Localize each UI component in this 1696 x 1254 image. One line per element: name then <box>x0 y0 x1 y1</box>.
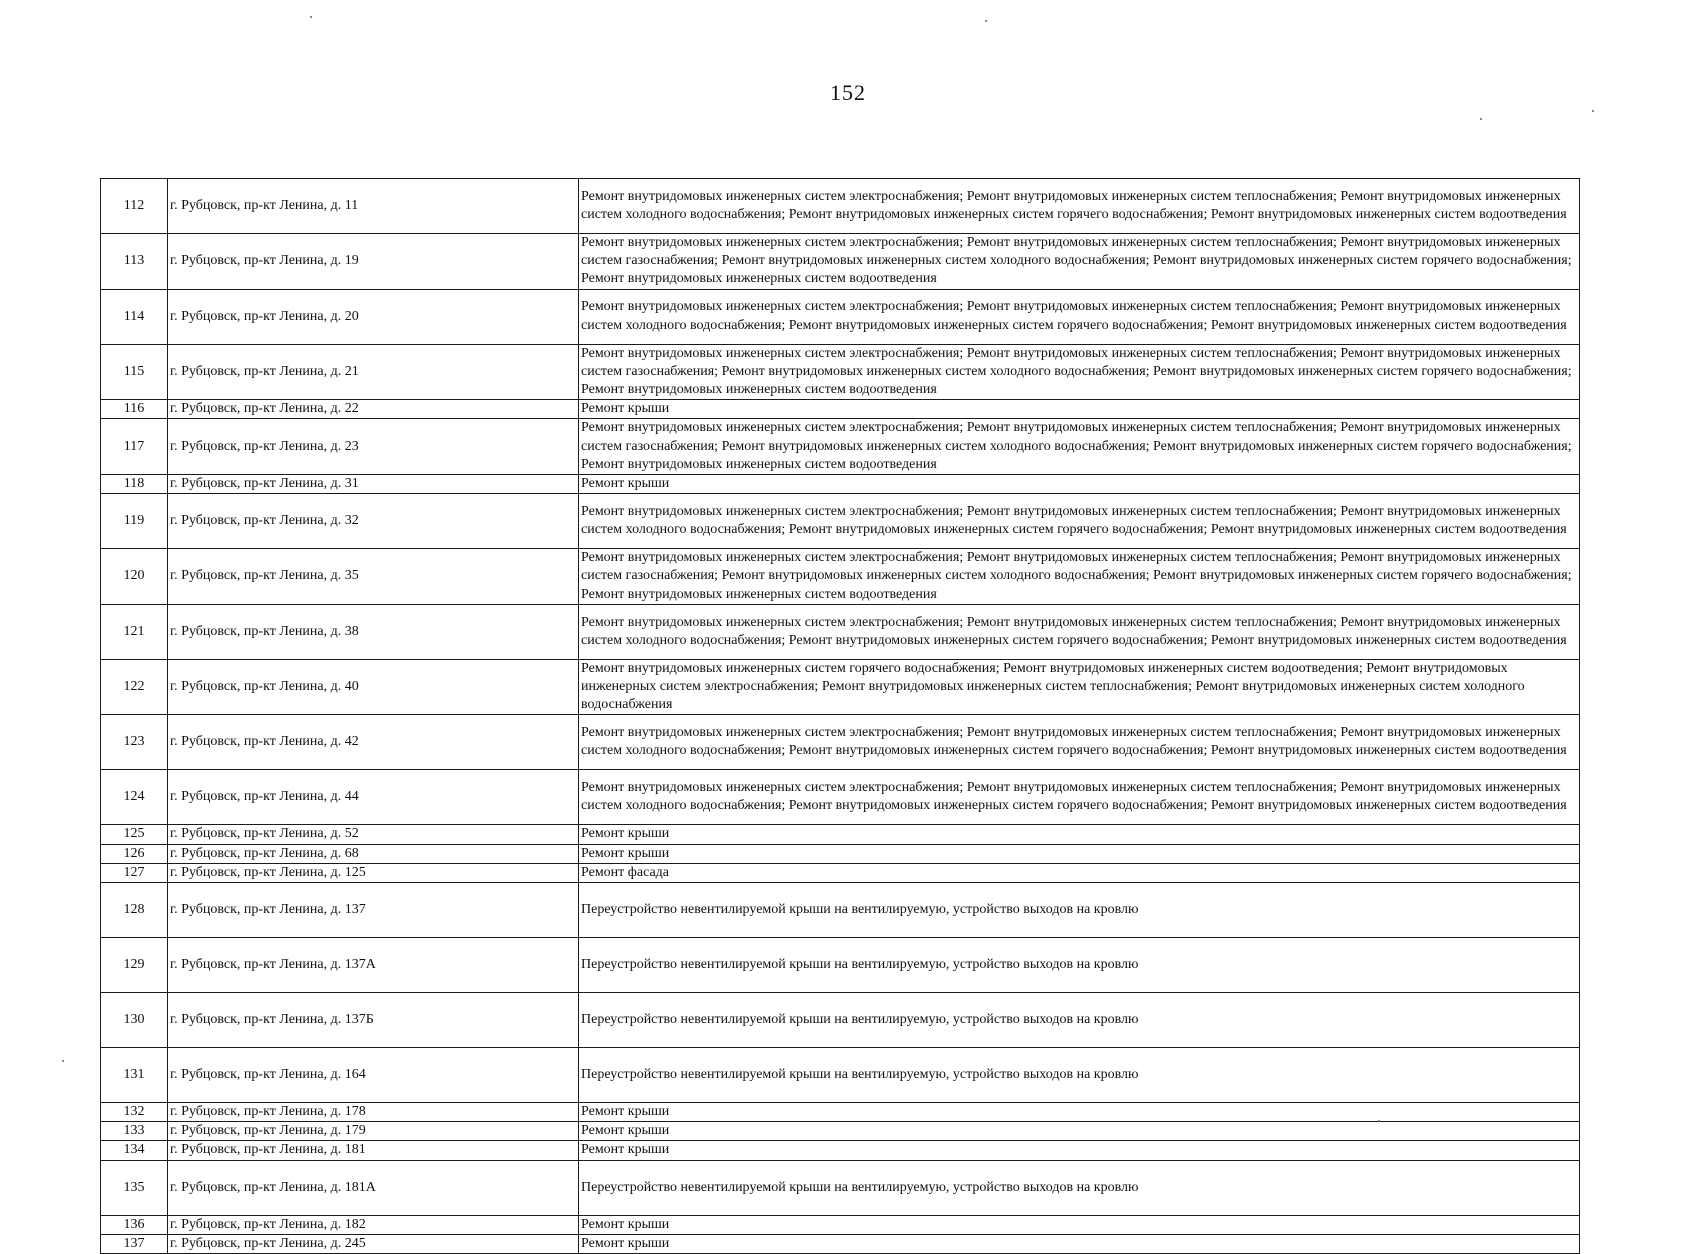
row-address: г. Рубцовск, пр-кт Ленина, д. 245 <box>168 1234 579 1253</box>
row-address: г. Рубцовск, пр-кт Ленина, д. 40 <box>168 659 579 715</box>
row-work: Ремонт внутридомовых инженерных систем электроснабжения; Ремонт внутридомовых инженерных систем теплоснабжения; Ремонт внутридомовых инженерных систем газоснабжения; Ремонт внутридомовых инженерных систем холодного водоснабжения; Ремонт внутридомовых инженерных систем горячего водоснабжения; Ремонт внутридомовых инженерных систем водоотведения <box>579 549 1580 605</box>
scan-speck <box>62 1060 64 1062</box>
row-address: г. Рубцовск, пр-кт Ленина, д. 42 <box>168 715 579 770</box>
row-number: 121 <box>101 604 168 659</box>
row-number: 134 <box>101 1141 168 1160</box>
row-number: 133 <box>101 1122 168 1141</box>
row-address: г. Рубцовск, пр-кт Ленина, д. 35 <box>168 549 579 605</box>
row-work: Ремонт фасада <box>579 863 1580 882</box>
table-row <box>101 715 1580 770</box>
row-work: Ремонт внутридомовых инженерных систем горячего водоснабжения; Ремонт внутридомовых инженерных систем водоотведения; Ремонт внутридомовых инженерных систем электроснабжения; Ремонт внутридомовых инженерных систем теплоснабжения; Ремонт внутридомовых инженерных систем холодного водоснабжения <box>579 659 1580 715</box>
row-work: Ремонт крыши <box>579 844 1580 863</box>
row-work: Переустройство невентилируемой крыши на вентилируемую, устройство выходов на кровлю <box>579 993 1580 1048</box>
row-work: Ремонт внутридомовых инженерных систем электроснабжения; Ремонт внутридомовых инженерных систем теплоснабжения; Ремонт внутридомовых инженерных систем газоснабжения; Ремонт внутридомовых инженерных систем холодного водоснабжения; Ремонт внутридомовых инженерных систем горячего водоснабжения; Ремонт внутридомовых инженерных систем водоотведения <box>579 419 1580 475</box>
table-row <box>101 494 1580 549</box>
row-number: 118 <box>101 475 168 494</box>
row-address: г. Рубцовск, пр-кт Ленина, д. 164 <box>168 1048 579 1103</box>
row-work: Ремонт крыши <box>579 1141 1580 1160</box>
row-number: 119 <box>101 494 168 549</box>
table-row <box>101 863 1580 882</box>
row-address: г. Рубцовск, пр-кт Ленина, д. 125 <box>168 863 579 882</box>
row-address: г. Рубцовск, пр-кт Ленина, д. 182 <box>168 1215 579 1234</box>
page-number: 152 <box>830 80 866 105</box>
row-address: г. Рубцовск, пр-кт Ленина, д. 137 <box>168 883 579 938</box>
row-work: Ремонт внутридомовых инженерных систем электроснабжения; Ремонт внутридомовых инженерных систем теплоснабжения; Ремонт внутридомовых инженерных систем холодного водоснабжения; Ремонт внутридомовых инженерных систем горячего водоснабжения; Ремонт внутридомовых инженерных систем водоотведения <box>579 289 1580 344</box>
row-number: 136 <box>101 1215 168 1234</box>
table-row <box>101 419 1580 475</box>
row-address: г. Рубцовск, пр-кт Ленина, д. 11 <box>168 179 579 234</box>
row-work: Ремонт крыши <box>579 1103 1580 1122</box>
table-row <box>101 344 1580 400</box>
table-row <box>101 475 1580 494</box>
row-number: 117 <box>101 419 168 475</box>
row-address: г. Рубцовск, пр-кт Ленина, д. 19 <box>168 234 579 290</box>
row-work: Переустройство невентилируемой крыши на вентилируемую, устройство выходов на кровлю <box>579 1160 1580 1215</box>
scan-speck <box>1592 110 1594 112</box>
row-number: 120 <box>101 549 168 605</box>
row-address: г. Рубцовск, пр-кт Ленина, д. 31 <box>168 475 579 494</box>
row-address: г. Рубцовск, пр-кт Ленина, д. 52 <box>168 825 579 844</box>
row-number: 132 <box>101 1103 168 1122</box>
row-number: 128 <box>101 883 168 938</box>
repair-registry-table <box>100 178 1580 1254</box>
row-address: г. Рубцовск, пр-кт Ленина, д. 22 <box>168 400 579 419</box>
scan-speck <box>310 16 312 18</box>
row-work: Ремонт крыши <box>579 1215 1580 1234</box>
row-work: Ремонт внутридомовых инженерных систем электроснабжения; Ремонт внутридомовых инженерных систем теплоснабжения; Ремонт внутридомовых инженерных систем газоснабжения; Ремонт внутридомовых инженерных систем холодного водоснабжения; Ремонт внутридомовых инженерных систем горячего водоснабжения; Ремонт внутридомовых инженерных систем водоотведения <box>579 234 1580 290</box>
table-row <box>101 1215 1580 1234</box>
row-work: Ремонт внутридомовых инженерных систем электроснабжения; Ремонт внутридомовых инженерных систем теплоснабжения; Ремонт внутридомовых инженерных систем газоснабжения; Ремонт внутридомовых инженерных систем холодного водоснабжения; Ремонт внутридомовых инженерных систем горячего водоснабжения; Ремонт внутридомовых инженерных систем водоотведения <box>579 344 1580 400</box>
row-work: Ремонт внутридомовых инженерных систем электроснабжения; Ремонт внутридомовых инженерных систем теплоснабжения; Ремонт внутридомовых инженерных систем холодного водоснабжения; Ремонт внутридомовых инженерных систем горячего водоснабжения; Ремонт внутридомовых инженерных систем водоотведения <box>579 604 1580 659</box>
row-number: 129 <box>101 938 168 993</box>
row-number: 114 <box>101 289 168 344</box>
row-address: г. Рубцовск, пр-кт Ленина, д. 181 <box>168 1141 579 1160</box>
row-work: Ремонт крыши <box>579 1122 1580 1141</box>
row-number: 123 <box>101 715 168 770</box>
row-address: г. Рубцовск, пр-кт Ленина, д. 137Б <box>168 993 579 1048</box>
row-work: Ремонт внутридомовых инженерных систем электроснабжения; Ремонт внутридомовых инженерных систем теплоснабжения; Ремонт внутридомовых инженерных систем холодного водоснабжения; Ремонт внутридомовых инженерных систем горячего водоснабжения; Ремонт внутридомовых инженерных систем водоотведения <box>579 494 1580 549</box>
table-row <box>101 549 1580 605</box>
row-number: 113 <box>101 234 168 290</box>
table-row <box>101 289 1580 344</box>
row-work: Переустройство невентилируемой крыши на вентилируемую, устройство выходов на кровлю <box>579 883 1580 938</box>
row-number: 125 <box>101 825 168 844</box>
table-row <box>101 179 1580 234</box>
scan-speck <box>1378 1120 1380 1122</box>
table-row <box>101 1122 1580 1141</box>
table-row <box>101 825 1580 844</box>
row-work: Ремонт крыши <box>579 475 1580 494</box>
row-number: 126 <box>101 844 168 863</box>
row-number: 122 <box>101 659 168 715</box>
row-address: г. Рубцовск, пр-кт Ленина, д. 181А <box>168 1160 579 1215</box>
row-work: Переустройство невентилируемой крыши на вентилируемую, устройство выходов на кровлю <box>579 1048 1580 1103</box>
table-row <box>101 844 1580 863</box>
row-address: г. Рубцовск, пр-кт Ленина, д. 38 <box>168 604 579 659</box>
table-row <box>101 938 1580 993</box>
table-row <box>101 400 1580 419</box>
row-number: 116 <box>101 400 168 419</box>
row-work: Ремонт крыши <box>579 400 1580 419</box>
row-address: г. Рубцовск, пр-кт Ленина, д. 20 <box>168 289 579 344</box>
row-number: 127 <box>101 863 168 882</box>
registry-rows <box>101 179 1580 1254</box>
table-row <box>101 659 1580 715</box>
scan-speck <box>985 20 987 22</box>
table-row <box>101 1234 1580 1253</box>
row-number: 112 <box>101 179 168 234</box>
row-address: г. Рубцовск, пр-кт Ленина, д. 44 <box>168 770 579 825</box>
row-number: 124 <box>101 770 168 825</box>
row-number: 137 <box>101 1234 168 1253</box>
table-row <box>101 883 1580 938</box>
row-work: Ремонт крыши <box>579 1234 1580 1253</box>
table-row <box>101 1141 1580 1160</box>
row-work: Ремонт внутридомовых инженерных систем электроснабжения; Ремонт внутридомовых инженерных систем теплоснабжения; Ремонт внутридомовых инженерных систем холодного водоснабжения; Ремонт внутридомовых инженерных систем горячего водоснабжения; Ремонт внутридомовых инженерных систем водоотведения <box>579 179 1580 234</box>
row-number: 131 <box>101 1048 168 1103</box>
row-number: 115 <box>101 344 168 400</box>
scan-speck <box>1480 118 1482 120</box>
row-address: г. Рубцовск, пр-кт Ленина, д. 137А <box>168 938 579 993</box>
row-work: Переустройство невентилируемой крыши на вентилируемую, устройство выходов на кровлю <box>579 938 1580 993</box>
row-work: Ремонт внутридомовых инженерных систем электроснабжения; Ремонт внутридомовых инженерных систем теплоснабжения; Ремонт внутридомовых инженерных систем холодного водоснабжения; Ремонт внутридомовых инженерных систем горячего водоснабжения; Ремонт внутридомовых инженерных систем водоотведения <box>579 715 1580 770</box>
row-address: г. Рубцовск, пр-кт Ленина, д. 178 <box>168 1103 579 1122</box>
table-row <box>101 1048 1580 1103</box>
row-address: г. Рубцовск, пр-кт Ленина, д. 179 <box>168 1122 579 1141</box>
table-row <box>101 604 1580 659</box>
row-address: г. Рубцовск, пр-кт Ленина, д. 23 <box>168 419 579 475</box>
row-address: г. Рубцовск, пр-кт Ленина, д. 21 <box>168 344 579 400</box>
table-row <box>101 1103 1580 1122</box>
row-address: г. Рубцовск, пр-кт Ленина, д. 32 <box>168 494 579 549</box>
row-address: г. Рубцовск, пр-кт Ленина, д. 68 <box>168 844 579 863</box>
row-number: 135 <box>101 1160 168 1215</box>
row-number: 130 <box>101 993 168 1048</box>
row-work: Ремонт крыши <box>579 825 1580 844</box>
table-row <box>101 1160 1580 1215</box>
table-row <box>101 770 1580 825</box>
table-row <box>101 234 1580 290</box>
table-row <box>101 993 1580 1048</box>
row-work: Ремонт внутридомовых инженерных систем электроснабжения; Ремонт внутридомовых инженерных систем теплоснабжения; Ремонт внутридомовых инженерных систем холодного водоснабжения; Ремонт внутридомовых инженерных систем горячего водоснабжения; Ремонт внутридомовых инженерных систем водоотведения <box>579 770 1580 825</box>
